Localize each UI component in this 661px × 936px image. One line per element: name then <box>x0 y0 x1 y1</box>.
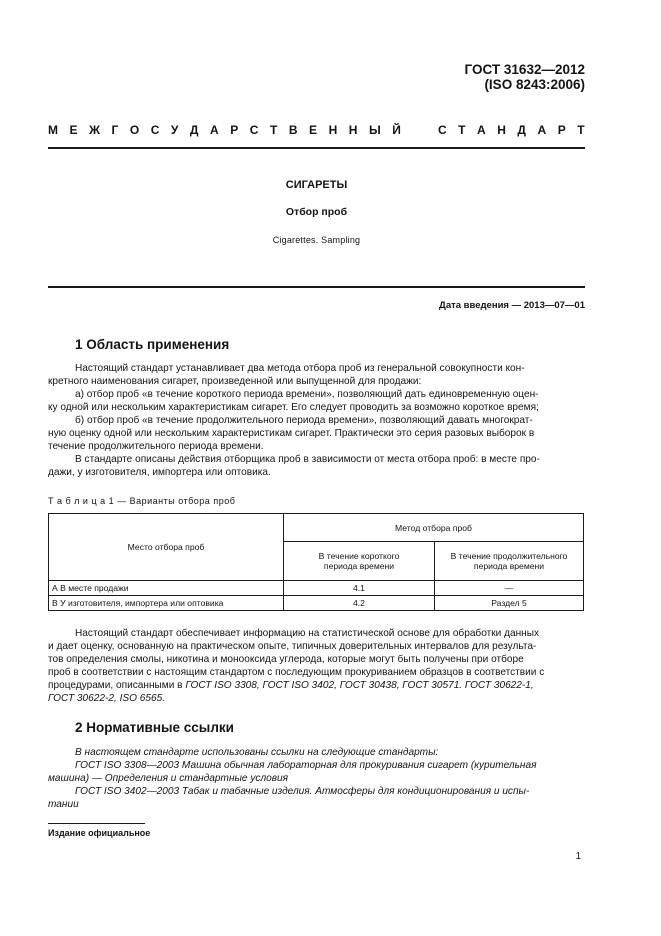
text-line: и дает оценку, основанную на практическом опыте, типичных доверительных интервалов для результа- <box>48 641 537 652</box>
header-text-line: периода времени <box>323 561 395 571</box>
section-1-heading: 1 Область применения <box>75 337 230 352</box>
english-title: Cigarettes. Sampling <box>272 235 361 245</box>
header-short-period <box>284 542 435 581</box>
header-long-period <box>435 542 584 581</box>
section-2-heading: 2 Нормативные ссылки <box>75 720 234 735</box>
standard-title: СИГАРЕТЫ <box>285 179 348 191</box>
cell-long: — <box>435 581 584 596</box>
footer-rule <box>48 823 145 824</box>
banner-letter: О <box>129 123 140 137</box>
introduction-date: Дата введения — 2013—07—01 <box>439 300 585 311</box>
banner-letter: А <box>477 123 486 137</box>
sampling-options-table <box>48 513 584 611</box>
text-line: проб в соответствии с настоящим стандартом с последующим прокуриванием образцов в соответствии с <box>48 667 545 678</box>
interstate-standard-banner <box>48 123 585 137</box>
table-row <box>49 581 584 596</box>
banner-letter: Й <box>392 123 401 137</box>
banner-letter: Р <box>557 123 566 137</box>
text-line: тов определения смолы, никотина и монооксида углерода, которые могут быть получены при отборе <box>48 654 524 665</box>
banner-letter: У <box>170 123 179 137</box>
official-edition-label: Издание официальное <box>48 828 151 838</box>
header-rule <box>48 147 585 149</box>
text-line: Настоящий стандарт обеспечивает информацию на статистической основе для обработки данных <box>75 628 540 639</box>
banner-letter: Н <box>328 123 338 137</box>
banner-letter: Т <box>458 123 466 137</box>
text-line: б) отбор проб «в течение продолжительного периода времени», позволяющий давать многократ- <box>75 415 533 426</box>
section-1-paragraph <box>48 362 585 479</box>
banner-letter: С <box>437 123 447 137</box>
banner-letter: Н <box>497 123 506 137</box>
reference-line: машина) — Определения и стандартные условия <box>48 773 289 784</box>
text-line: а) отбор проб «в течение короткого периода времени», позволяющий дать единовременную оцен- <box>75 389 539 400</box>
text-line: В стандарте описаны действия отборщика проб в зависимости от места отбора проб: в месте про- <box>75 454 540 465</box>
banner-letter: Т <box>577 123 585 137</box>
text-line: ку одной или нескольким характеристикам сигарет. Его следует проводить за возможно короткое время; <box>48 402 539 413</box>
banner-letter: Ж <box>89 123 100 137</box>
header-text-line: В течение продолжительного <box>450 551 568 561</box>
header-place: Место отбора проб <box>49 514 284 581</box>
doc-id-line1: ГОСТ 31632—2012 <box>464 62 585 77</box>
banner-letter: Д <box>189 123 199 137</box>
table-caption: Т а б л и ц а 1 — Варианты отбора проб <box>48 496 236 506</box>
table-header-row <box>49 514 584 542</box>
scope-statistics-paragraph <box>48 627 585 705</box>
banner-letter: Г <box>111 123 119 137</box>
cell-short: 4.1 <box>284 581 435 596</box>
banner-letter: А <box>209 123 219 137</box>
doc-id-line2: (ISO 8243:2006) <box>484 77 585 92</box>
header-text-line: периода времени <box>473 561 545 571</box>
banner-letter: А <box>537 123 547 137</box>
text-line: ГОСТ 30622-2, ISO 6565. <box>48 693 166 704</box>
cell-long: Раздел 5 <box>435 596 584 611</box>
banner-letter: Ы <box>368 123 381 137</box>
banner-gap <box>412 123 426 137</box>
reference-line: ГОСТ ISO 3308—2003 Машина обычная лабораторная для прокуривания сигарет (курительная <box>75 760 537 771</box>
cell-short: 4.2 <box>284 596 435 611</box>
text-line: течение продолжительного периода времени. <box>48 441 264 452</box>
banner-letter: Е <box>69 123 78 137</box>
normative-references-list <box>48 746 585 811</box>
banner-letter: В <box>288 123 298 137</box>
cell-place: А В месте продажи <box>49 581 284 596</box>
text-line: ную оценку одной или нескольким характеристикам сигарет. Практически это серия разовых выборок в <box>48 428 535 439</box>
text-fragment: процедурами, описанными в <box>48 680 186 691</box>
header-method: Метод отбора проб <box>284 514 584 542</box>
standard-subtitle: Отбор проб <box>285 206 348 218</box>
banner-letter: Р <box>230 123 239 137</box>
banner-letter: Д <box>517 123 526 137</box>
standard-references: ГОСТ ISO 3308, ГОСТ ISO 3402, ГОСТ 30438, ГОСТ 30571. ГОСТ 30622-1, <box>185 680 534 691</box>
reference-line: тании <box>48 799 79 810</box>
page-number: 1 <box>575 851 581 862</box>
text-line: кретного наименования сигарет, произведенной или выпущенной для продажи: <box>48 376 422 387</box>
banner-letter: Н <box>348 123 358 137</box>
cell-place: В У изготовителя, импортера или оптовика <box>49 596 284 611</box>
text-line: дажи, у изготовителя, импортера или оптовика. <box>48 467 271 478</box>
banner-letter: Т <box>269 123 278 137</box>
banner-letter: С <box>249 123 259 137</box>
title-rule <box>48 286 585 288</box>
header-text-line: В течение короткого <box>318 551 400 561</box>
text-line: Настоящий стандарт устанавливает два метода отбора проб из генеральной совокупности кон- <box>75 363 525 374</box>
text-line: В настоящем стандарте использованы ссылки на следующие стандарты: <box>75 747 439 758</box>
banner-letter: Е <box>309 123 318 137</box>
document-number <box>465 62 585 92</box>
banner-letter: С <box>150 123 160 137</box>
reference-line: ГОСТ ISO 3402—2003 Табак и табачные изделия. Атмосферы для кондиционирования и испы- <box>75 786 530 797</box>
table-row <box>49 596 584 611</box>
banner-letter: М <box>48 123 58 137</box>
text-line <box>48 679 585 692</box>
